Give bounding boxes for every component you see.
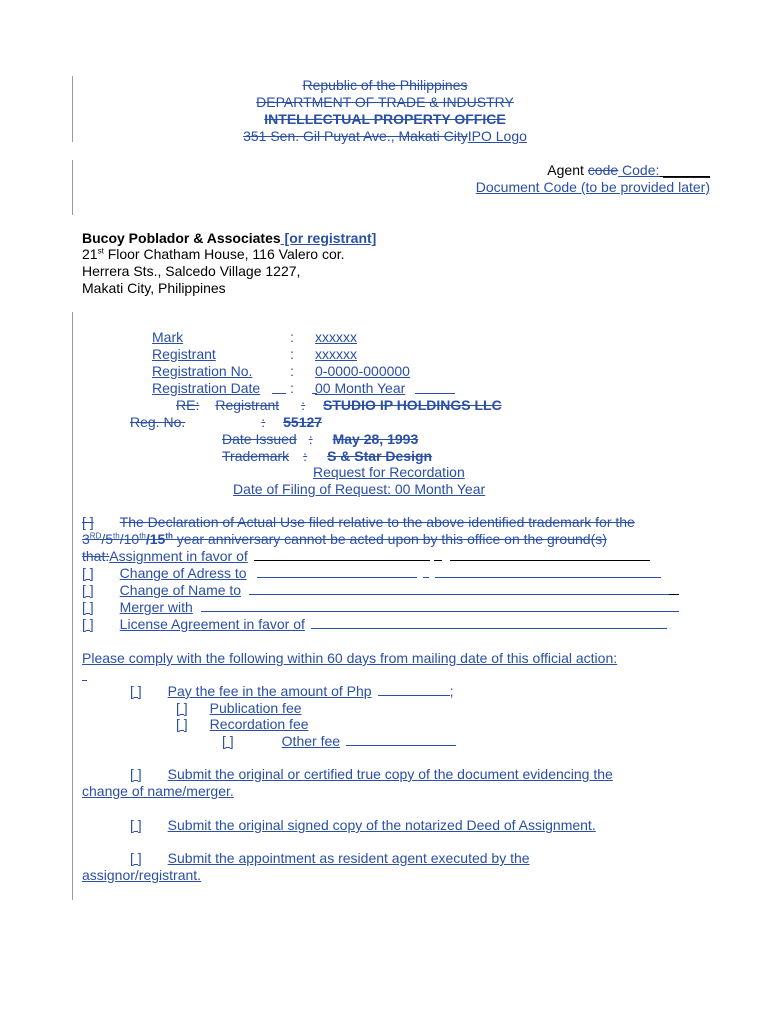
- submit-appointment-line-1: [130, 850, 530, 867]
- assignment-blank-3[interactable]: [450, 548, 650, 561]
- comply-intro: Please comply with the following within 60 days from mailing date of this official action:: [82, 650, 618, 666]
- name-change-box[interactable]: [ ]: [82, 582, 94, 598]
- pay-fee-line: [130, 683, 453, 700]
- registration-date-label: Registration Date: [152, 380, 261, 396]
- registrant-value: xxxxxx: [315, 346, 357, 362]
- ordinal-5-suffix: th: [113, 531, 120, 541]
- pay-fee-end: ;: [449, 683, 454, 699]
- address-floor-number: 21: [82, 246, 98, 262]
- assignment-label: Assignment in favor of: [109, 548, 248, 564]
- merger-blank[interactable]: [201, 599, 679, 612]
- submit-original-box[interactable]: [ ]: [130, 766, 142, 782]
- license-blank[interactable]: [311, 616, 667, 629]
- other-fee-box[interactable]: [ ]: [222, 733, 234, 749]
- other-fee-label: Other fee: [281, 733, 341, 749]
- old-date-row: [130, 431, 436, 448]
- agent-code-line: [547, 162, 710, 179]
- header-ipo: INTELLECTUAL PROPERTY OFFICE: [264, 111, 506, 127]
- request-title: Request for Recordation: [313, 464, 465, 480]
- header-address-struck: 351 Sen. Gil Puyat Ave., Makati City: [243, 128, 468, 144]
- change-bar: [72, 312, 73, 900]
- header-address-line: [0, 128, 770, 145]
- old-trademark-label: Trademark: [222, 448, 290, 464]
- mark-label: Mark: [152, 329, 184, 345]
- publication-fee-box[interactable]: [ ]: [176, 700, 188, 716]
- other-fee-blank[interactable]: [346, 733, 456, 746]
- old-trademark-row: [130, 448, 458, 465]
- registration-date-underline: [272, 380, 286, 394]
- merger-line: [82, 599, 679, 616]
- address-line-1: [82, 246, 345, 263]
- submit-deed-line: [130, 817, 596, 834]
- address-change-box[interactable]: [ ]: [82, 565, 94, 581]
- registration-no-value: 0-0000-000000: [315, 363, 410, 379]
- declaration-line-2: [82, 531, 607, 548]
- name-change-blank-end[interactable]: [669, 582, 679, 595]
- address-building: Floor Chatham House, 116 Valero cor.: [103, 246, 345, 262]
- pay-fee-box[interactable]: [ ]: [130, 683, 142, 699]
- mark-row-underline: [152, 329, 312, 346]
- old-trademark-value: S & Star Design: [327, 448, 433, 464]
- header-department: DEPARTMENT OF TRADE & INDUSTRY: [256, 94, 514, 110]
- agent-code-insert: Code:: [618, 162, 660, 178]
- addressee-insert: [or registrant]: [280, 230, 377, 246]
- pay-fee-blank[interactable]: [378, 683, 450, 696]
- declaration-text: The Declaration of Actual Use filed relative to the above identified trademark for the: [119, 514, 635, 530]
- registration-date-colon: :: [290, 380, 294, 396]
- submit-original-line-1: [130, 766, 613, 783]
- assignment-line: [82, 548, 650, 565]
- publication-fee-label: Publication fee: [209, 700, 302, 716]
- address-change-blank-2[interactable]: [423, 565, 429, 578]
- header-logo-insert: IPO Logo: [467, 128, 527, 144]
- addressee-name-line: [82, 230, 376, 247]
- agent-prefix: Agent: [547, 162, 588, 178]
- registrant-label: Registrant: [152, 346, 216, 362]
- license-line: [82, 616, 667, 633]
- old-regno-label: Reg. No.: [130, 414, 186, 430]
- recordation-fee-line: [130, 716, 309, 733]
- addressee-name: Bucoy Poblador & Associates: [82, 230, 281, 246]
- old-registrant-row: [130, 397, 540, 414]
- license-box[interactable]: [ ]: [82, 616, 94, 632]
- ordinal-5: /5: [101, 531, 114, 547]
- assignment-blank-1[interactable]: [254, 548, 430, 561]
- registration-no-label: Registration No.: [152, 363, 253, 379]
- assignment-blank-2[interactable]: [434, 548, 442, 561]
- filing-date: Date of Filing of Request: 00 Month Year: [233, 481, 486, 497]
- old-registrant-colon: :: [301, 397, 306, 413]
- old-registrant-value: STUDIO IP HOLDINGS LLC: [323, 397, 502, 413]
- ordinal-3: 3: [82, 531, 90, 547]
- address-line-3: Makati City, Philippines: [82, 280, 226, 296]
- license-label: License Agreement in favor of: [119, 616, 305, 632]
- address-change-line: [82, 565, 661, 582]
- old-regno-colon: :: [261, 414, 266, 430]
- name-change-line: [82, 582, 679, 599]
- submit-original-text: Submit the original or certified true copy of the document evidencing the: [167, 766, 613, 782]
- old-date-colon: :: [308, 431, 313, 447]
- submit-deed-text: Submit the original signed copy of the notarized Deed of Assignment.: [167, 817, 596, 833]
- old-regno-row: [130, 414, 340, 431]
- agent-code-struck: code: [587, 162, 619, 178]
- registration-date-underline-3: [415, 380, 455, 394]
- publication-fee-line: [130, 700, 302, 717]
- recordation-fee-box[interactable]: [ ]: [176, 716, 188, 732]
- other-fee-line: [130, 733, 456, 750]
- registration-date-underline-2: [312, 380, 317, 394]
- ordinal-15: /15: [145, 531, 166, 547]
- recordation-fee-label: Recordation fee: [209, 716, 309, 732]
- declaration-that: that:: [82, 548, 110, 564]
- document-code: Document Code (to be provided later): [475, 179, 710, 195]
- submit-deed-box[interactable]: [ ]: [130, 817, 142, 833]
- address-floor-suffix: st: [97, 246, 104, 256]
- submit-appointment-box[interactable]: [ ]: [130, 850, 142, 866]
- address-change-blank-3[interactable]: [435, 565, 661, 578]
- old-date-value: May 28, 1993: [332, 431, 419, 447]
- old-date-label: Date Issued: [222, 431, 297, 447]
- address-change-label: Change of Adress to: [119, 565, 247, 581]
- merger-box[interactable]: [ ]: [82, 599, 94, 615]
- header-republic: Republic of the Philippines: [302, 77, 468, 93]
- name-change-label: Change of Name to: [119, 582, 242, 598]
- submit-appointment-line-2: assignor/registrant.: [82, 867, 202, 883]
- submit-original-line-2: change of name/merger.: [82, 783, 234, 799]
- merger-label: Merger with: [119, 599, 193, 615]
- declaration-ground: year anniversary cannot be acted upon by this office on the ground(s): [172, 531, 607, 547]
- address-change-blank-1[interactable]: [257, 565, 417, 578]
- old-trademark-colon: :: [303, 448, 308, 464]
- ordinal-15-suffix: th: [165, 531, 173, 541]
- empty-paragraph-mark: [82, 669, 87, 681]
- old-regno-value: 55127: [283, 414, 323, 430]
- agent-code-blank: ______: [659, 162, 710, 178]
- old-registrant-label: Registrant: [215, 397, 280, 413]
- declaration-box[interactable]: [ ]: [82, 514, 94, 530]
- registration-no-colon: :: [290, 363, 294, 379]
- re-label: RE:: [176, 397, 200, 413]
- ordinal-10-suffix: th: [139, 531, 146, 541]
- address-line-2: Herrera Sts., Salcedo Village 1227,: [82, 263, 301, 279]
- registrant-colon: :: [290, 346, 294, 362]
- submit-appointment-text: Submit the appointment as resident agent executed by the: [167, 850, 530, 866]
- declaration-line-1: [82, 514, 635, 531]
- registration-date-value: 00 Month Year: [315, 380, 406, 396]
- pay-fee-label: Pay the fee in the amount of Php: [167, 683, 372, 699]
- ordinal-3-suffix: RD: [89, 531, 102, 541]
- name-change-blank[interactable]: [249, 582, 669, 595]
- ordinal-10: /10: [119, 531, 140, 547]
- mark-colon: :: [290, 329, 294, 345]
- change-bar: [72, 160, 73, 215]
- mark-value: xxxxxx: [315, 329, 357, 345]
